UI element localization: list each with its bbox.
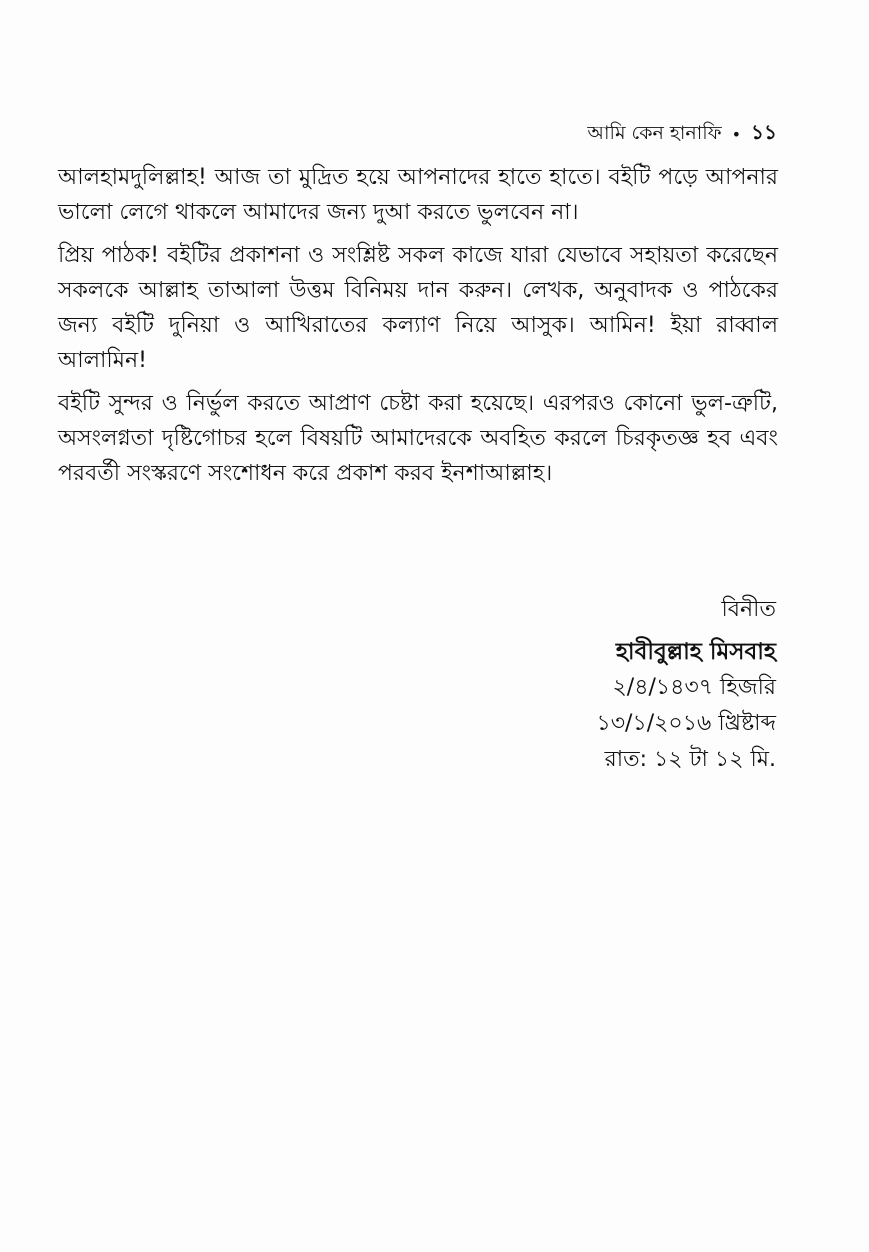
running-header	[587, 118, 777, 151]
book-title: আমি কেন হানাফি	[587, 121, 722, 144]
page-number: ১১	[751, 120, 777, 144]
paragraph-2: প্রিয় পাঠক! বইটির প্রকাশনা ও সংশ্লিষ্ট সকল কাজে যারা যেভাবে সহায়তা করেছেন সকলকে আল্লাহ তাআলা উত্তম বিনিময় দান করুন। লেখক, অনুবাদক ও পাঠকের জন্য বইটি দুনিয়া ও আখিরাতের কল্যাণ নিয়ে আসুক। আমিন! ইয়া রাব্বাল আলামিন!	[58, 243, 778, 373]
paragraph-3: বইটি সুন্দর ও নির্ভুল করতে আপ্রাণ চেষ্টা করা হয়েছে। এরপরও কোনো ভুল-ত্রুটি, অসংলগ্নতা দৃষ্টিগোচর হলে বিষয়টি আমাদেরকে অবহিত করলে চিরকৃতজ্ঞ হব এবং পরবর্তী সংস্করণে সংশোধন করে প্রকাশ করব ইনশাআল্লাহ।	[58, 391, 778, 486]
signature-name: হাবীবুল্লাহ মিসবাহ	[615, 639, 776, 665]
body-text	[58, 160, 778, 499]
signature-regards: বিনীত	[721, 597, 776, 622]
header-bullet: •	[731, 125, 742, 144]
signature-block	[596, 592, 776, 778]
signature-date-gregorian: ১৩/১/২০১৬ খ্রিষ্টাব্দ	[596, 711, 776, 736]
signature-date-hijri: ২/৪/১৪৩৭ হিজরি	[612, 675, 776, 700]
paragraph-1: আলহামদুলিল্লাহ! আজ তা মুদ্রিত হয়ে আপনাদের হাতে হাতে। বইটি পড়ে আপনার ভালো লেগে থাকলে আমাদের জন্য দুআ করতে ভুলবেন না।	[58, 165, 778, 225]
signature-time: রাত: ১২ টা ১২ মি.	[604, 747, 776, 772]
